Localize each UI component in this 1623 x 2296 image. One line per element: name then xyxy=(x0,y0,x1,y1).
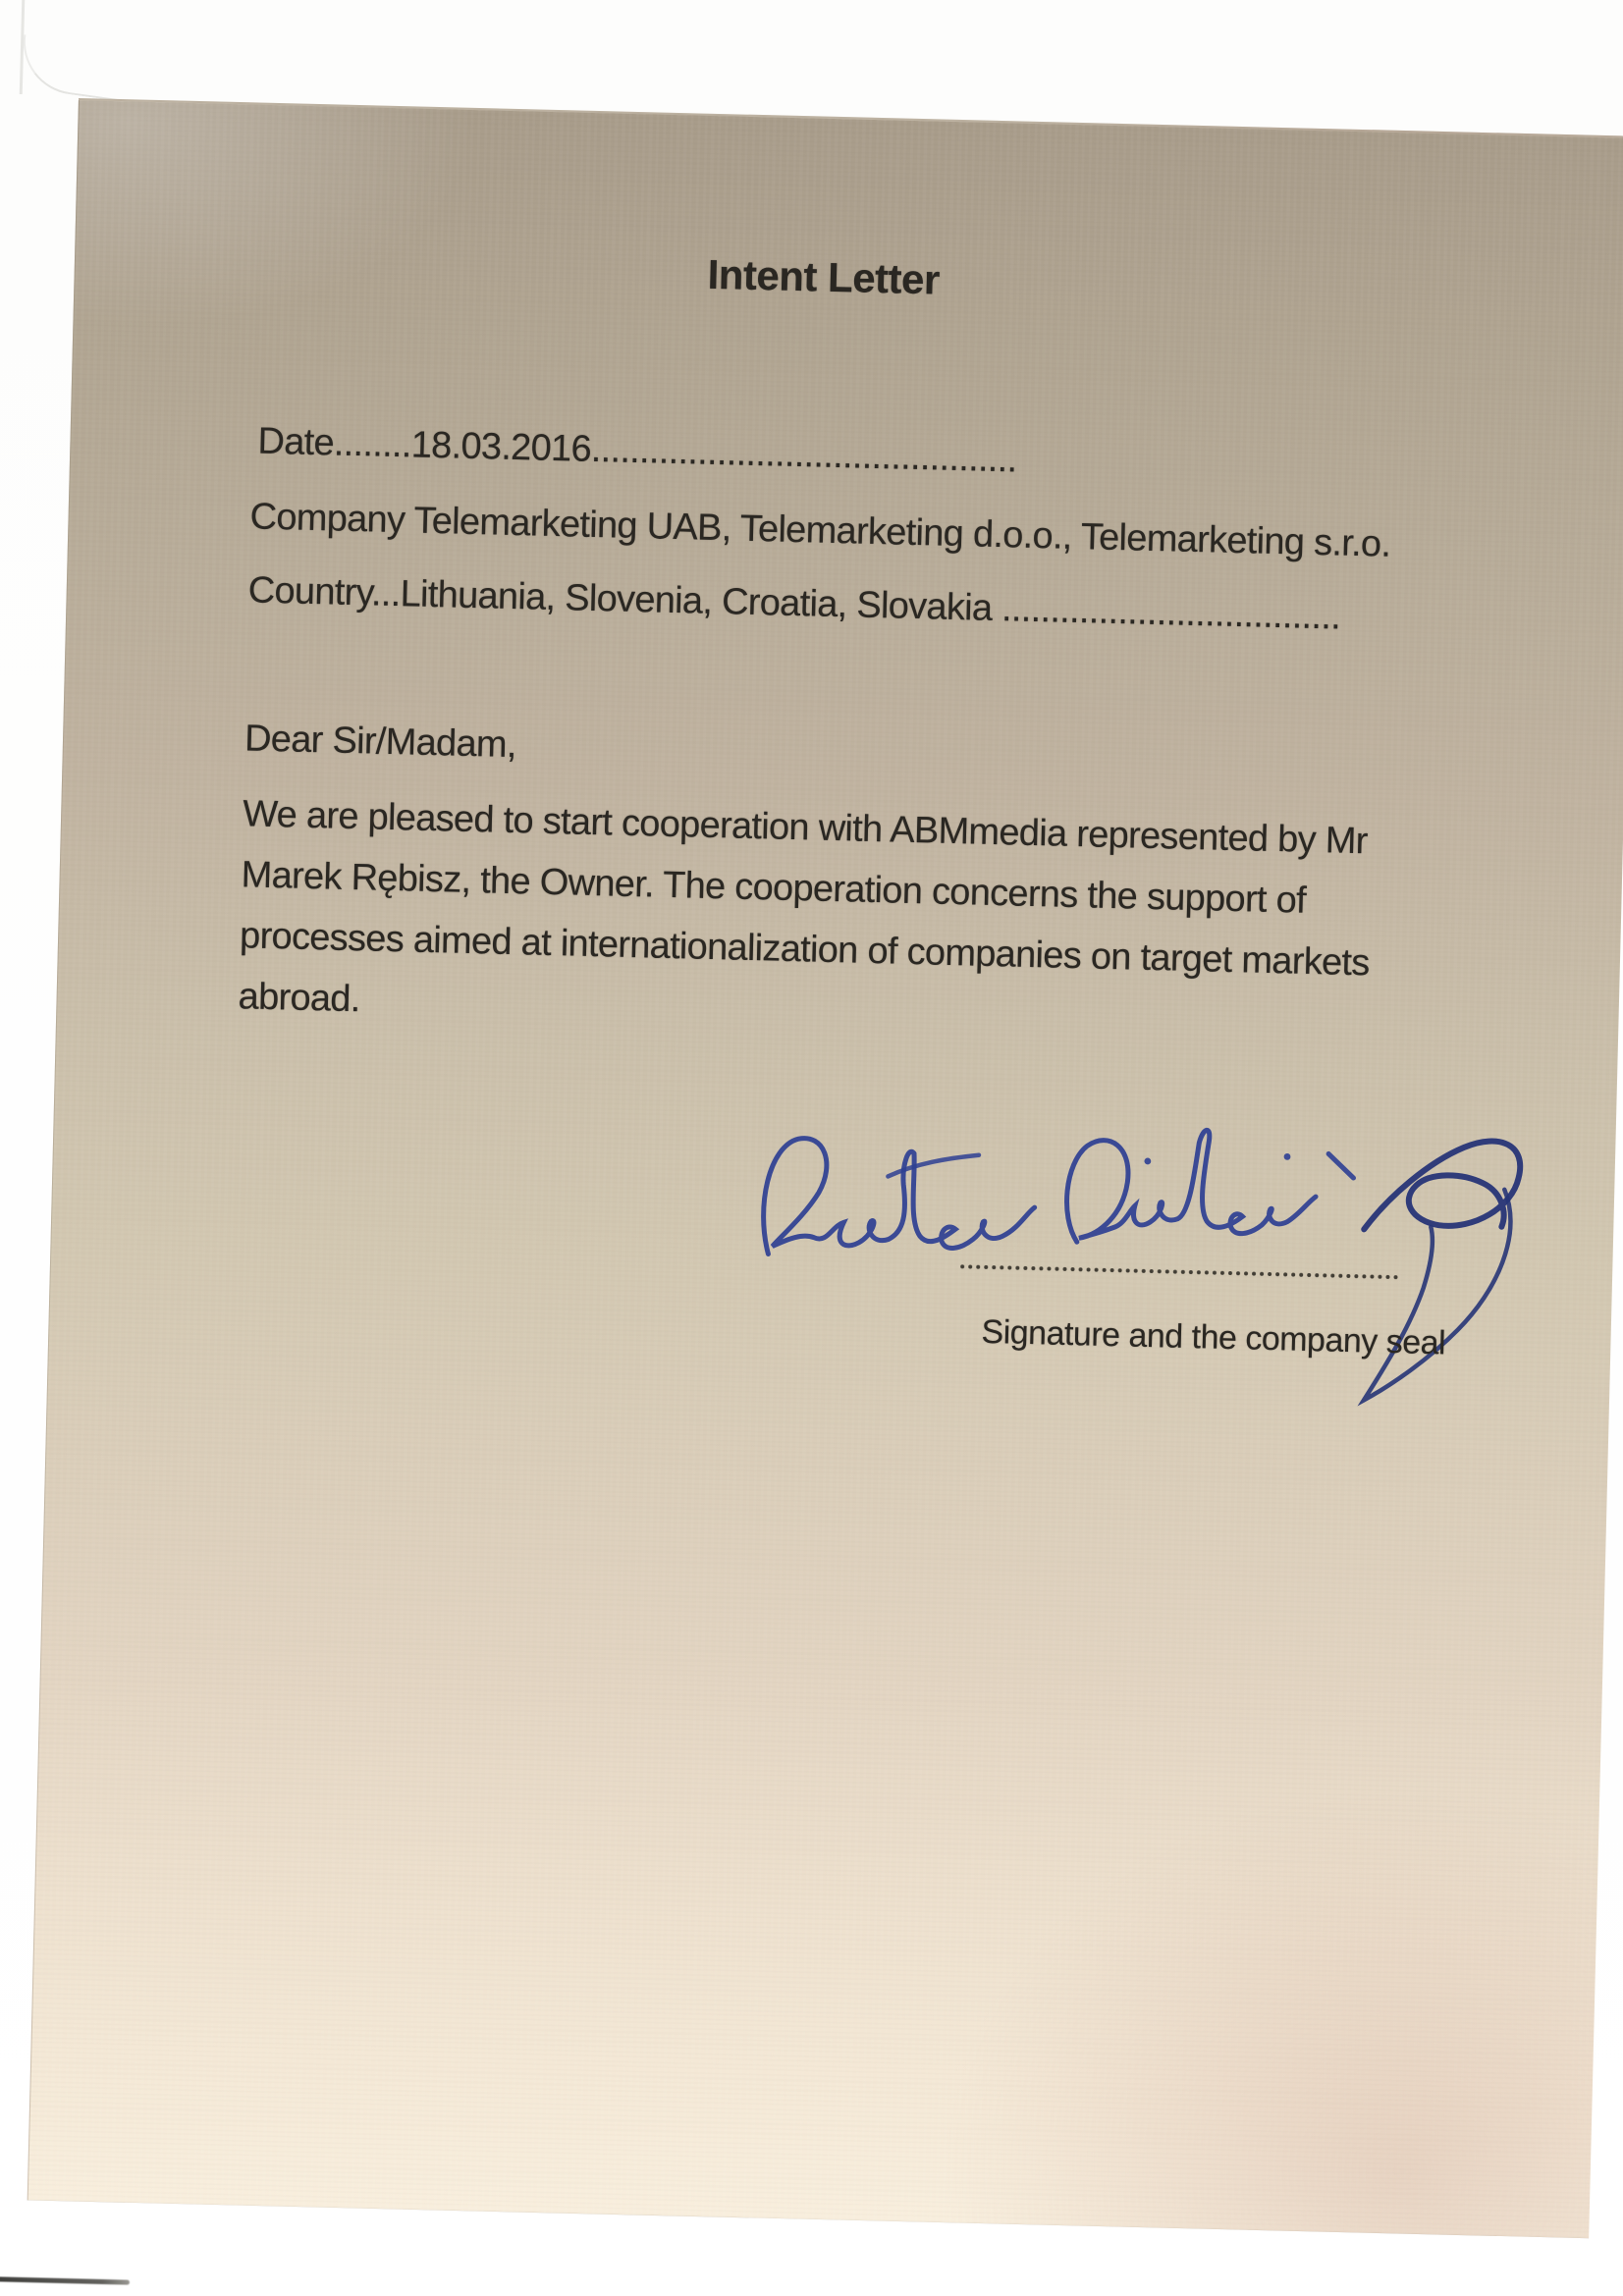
body-line: We are pleased to start cooperation with ABMmedia represented by Mr xyxy=(242,793,1369,863)
letter-body xyxy=(238,783,1373,1054)
body-line: abroad. xyxy=(238,976,361,1021)
date-line: Date........18.03.2016............................................ xyxy=(257,420,1018,481)
scanned-letter-page xyxy=(27,98,1623,2238)
scan-bottom-artifact-line xyxy=(0,2276,130,2284)
letter-title: Intent Letter xyxy=(707,250,941,303)
signature-caption: Signature and the company seal xyxy=(981,1312,1446,1362)
body-line: Marek Rębisz, the Owner. The cooperation concerns the support of xyxy=(241,854,1307,922)
country-line: Country...Lithuania, Slovenia, Croatia, Slovakia ................................... xyxy=(247,569,1341,638)
company-line: Company Telemarketing UAB, Telemarketing d.o.o., Telemarketing s.r.o. xyxy=(249,496,1391,565)
body-line: processes aimed at internationalization of companies on target markets xyxy=(239,915,1371,985)
salutation: Dear Sir/Madam, xyxy=(243,718,517,767)
scan-crease-mark xyxy=(17,34,152,105)
